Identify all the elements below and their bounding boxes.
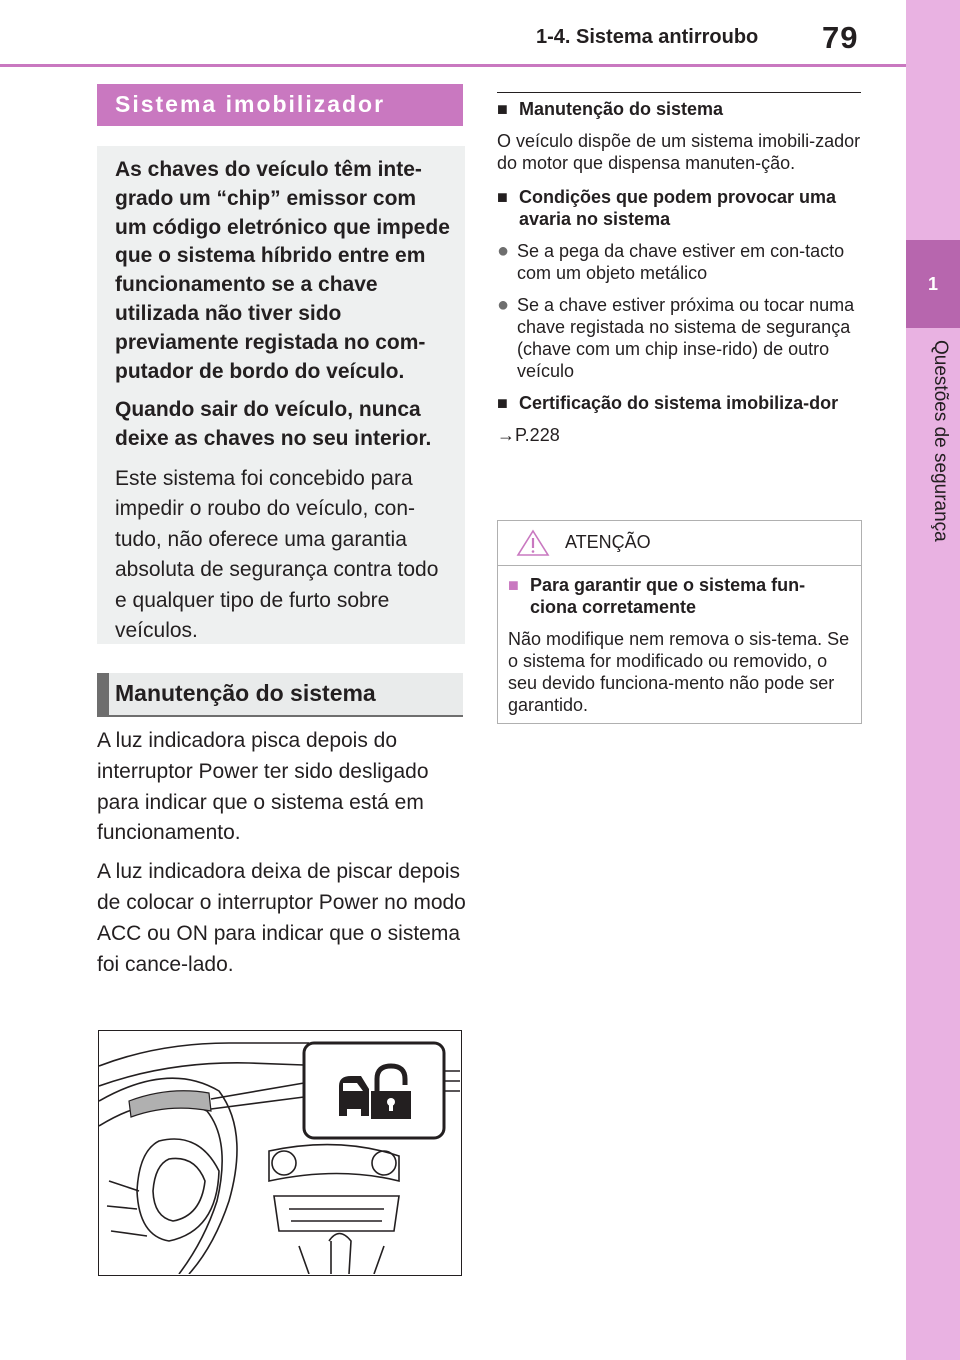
chapter-title: Questões de segurança	[930, 340, 951, 542]
warning-text: Não modifique nem remova o sis-tema. Se o sistema for modificado ou removido, o seu devido funciona-mento não pode ser garantido.	[508, 629, 850, 715]
warning-header	[498, 521, 861, 566]
subheading-text: Condições que podem provocar uma avaria no sistema	[519, 187, 837, 229]
chapter-number: 1	[906, 240, 960, 328]
square-marker: ■	[497, 187, 508, 207]
warning-triangle-icon	[516, 529, 550, 557]
warning-title: ATENÇÃO	[565, 532, 651, 552]
body-paragraph: A luz indicadora deixa de piscar depois de colocar o interruptor Power no modo ACC ou ON para indicar que o sistema foi cance-lado.	[97, 860, 466, 976]
square-marker: ■	[508, 575, 519, 595]
subheading	[497, 98, 863, 120]
subheading	[497, 392, 863, 414]
bullet-marker: ●	[497, 240, 510, 262]
subheading-text: Certificação do sistema imobiliza-dor	[519, 393, 839, 413]
dashboard-illustration	[98, 1030, 462, 1276]
intro-box	[97, 146, 465, 644]
right-column	[497, 98, 863, 458]
page-reference-link[interactable]: →P.228	[497, 425, 560, 445]
section-body	[97, 726, 467, 988]
intro-regular-text: Este sistema foi concebido para impedir o roubo do veículo, con-tudo, não oferece uma garantia absoluta de segurança contra todo e qualquer tipo de furto sobre veículos.	[115, 466, 439, 643]
column-top-rule	[497, 92, 861, 93]
warning-subheading	[508, 574, 851, 618]
chapter-side-tab	[906, 0, 960, 1360]
warning-body	[498, 566, 861, 716]
body-paragraph: A luz indicadora pisca depois do interruptor Power ter sido desligado para indicar que o sistema está em funcionamento.	[97, 729, 429, 845]
subheading-text: Manutenção do sistema	[519, 99, 724, 119]
bullet-marker: ●	[497, 294, 510, 316]
paragraph: O veículo dispõe de um sistema imobili-zador do motor que dispensa manuten-ção.	[497, 131, 861, 173]
bullet-text: Se a chave estiver próxima ou tocar numa chave registada no sistema de segurança (chave com um chip inse-rido) de outro veículo	[517, 295, 855, 381]
bullet-text: Se a pega da chave estiver em con-tacto com um objeto metálico	[517, 241, 845, 283]
warning-box	[497, 520, 862, 724]
intro-bold-text: As chaves do veículo têm inte-grado um “chip” emissor com um código eletrónico que impede que o sistema híbrido entre em funcionamento se a chave utilizada não tiver sido previamente registada no com-putador de bordo do veículo.	[115, 158, 450, 383]
section-heading: Manutenção do sistema	[97, 673, 463, 717]
dashboard-line-drawing	[99, 1031, 460, 1274]
header-rule	[0, 64, 906, 67]
page-number: 79	[822, 20, 859, 55]
subheading	[497, 186, 863, 230]
square-marker: ■	[497, 393, 508, 413]
bullet-item	[497, 240, 863, 284]
square-marker: ■	[497, 99, 508, 119]
topic-title: Sistema imobilizador	[97, 84, 463, 126]
warning-subheading-text: Para garantir que o sistema fun-ciona corretamente	[530, 575, 806, 617]
bullet-item	[497, 294, 863, 382]
running-header: 1-4. Sistema antirroubo	[536, 26, 759, 48]
intro-warning-text: Quando sair do veículo, nunca deixe as chaves no seu interior.	[115, 398, 432, 451]
